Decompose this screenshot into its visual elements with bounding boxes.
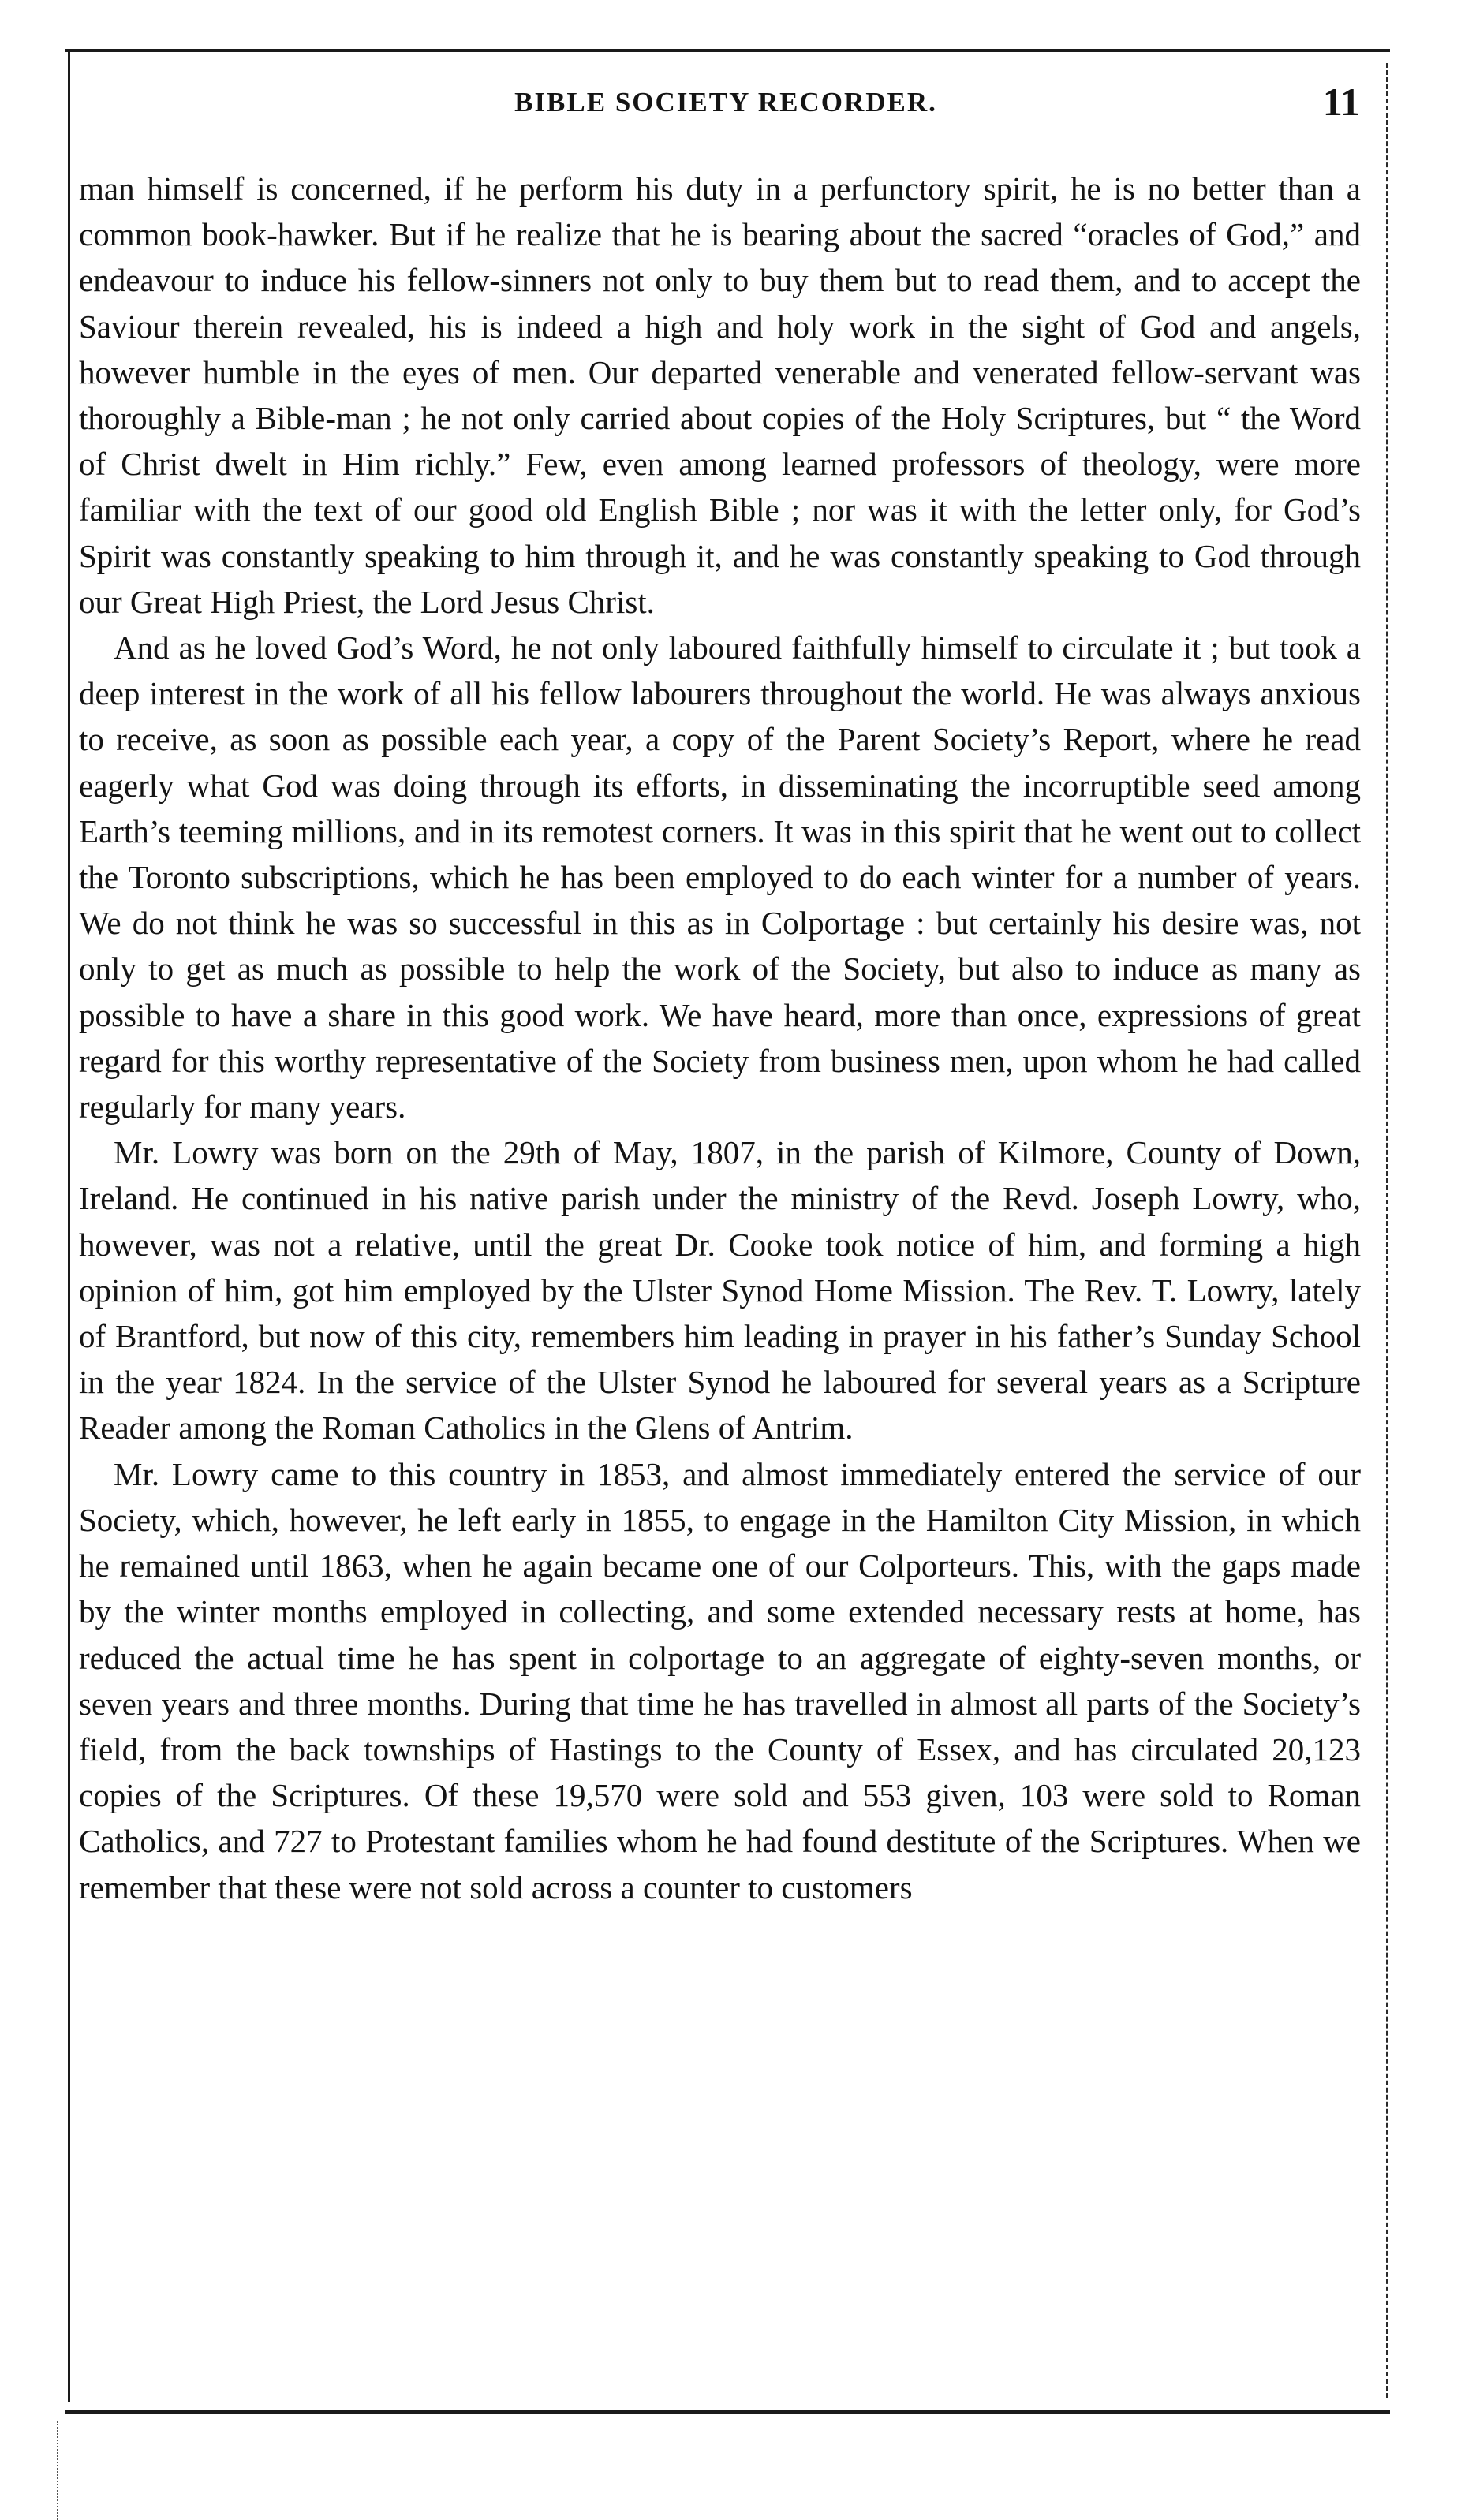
- paragraph: And as he loved God’s Word, he not only laboured faithfully himself to circulate it ; but took a deep interest in the work of all his fellow labourers throughout the world. He was always anxious to receive, as soon as possible each year, a copy of the Parent Society’s Report, where he read eagerly what God was doing through its efforts, in disseminating the incorruptible seed among Earth’s teeming millions, and in its remotest corners. It was in this spirit that he went out to collect the Toronto subscriptions, which he has been employed to do each winter for a number of years. We do not think he was so successful in this as in Colportage : but certainly his desire was, not only to get as much as possible to help the work of the Society, but also to induce as many as possible to have a share in this good work. We have heard, more than once, expressions of great regard for this worthy representative of the Society from business men, upon whom he had called regularly for many years.: [79, 629, 1361, 1126]
- right-border-rule: [1386, 63, 1388, 2398]
- running-head: BIBLE SOCIETY RECORDER.: [514, 87, 937, 118]
- page-header: [79, 79, 1373, 137]
- top-border-rule: [65, 49, 1390, 52]
- bottom-border-rule: [65, 2410, 1390, 2414]
- page-number: 11: [1322, 80, 1360, 124]
- paragraph: Mr. Lowry came to this country in 1853, and almost immediately entered the service of our Society, which, however, he left early in 1855, to engage in the Hamilton City Mission, in which he remained until 1863, when he again became one of our Colporteurs. This, with the gaps made by the winter months employed in collecting, and some extended necessary rests at home, has reduced the actual time he has spent in colportage to an aggregate of eighty-seven months, or seven years and three months. During that time he has travelled in almost all parts of the Society’s field, from the back townships of Hastings to the County of Essex, and has circulated 20,123 copies of the Scriptures. Of these 19,570 were sold and 553 given, 103 were sold to Roman Catholics, and 727 to Protestant families whom he had found destitute of the Scriptures. When we remember that these were not sold across a counter to customers: [79, 1455, 1361, 1906]
- article-body: [79, 166, 1361, 1910]
- paragraph: Mr. Lowry was born on the 29th of May, 1807, in the parish of Kilmore, County of Down, Ireland. He continued in his native parish under the ministry of the Revd. Joseph Lowry, who, however, was not a relative, until the great Dr. Cooke took notice of him, and forming a high opinion of him, got him employed by the Ulster Synod Home Mission. The Rev. T. Lowry, lately of Brantford, but now of this city, remembers him leading in prayer in his father’s Sunday School in the year 1824. In the service of the Ulster Synod he laboured for several years as a Scripture Reader among the Roman Catholics in the Glens of Antrim.: [79, 1134, 1361, 1447]
- left-border-rule: [68, 52, 70, 2402]
- scan-margin-mark: [57, 2421, 58, 2520]
- paragraph-continued: man himself is concerned, if he perform his duty in a perfunctory spirit, he is no better than a common book-hawker. But if he realize that he is bearing about the sacred “oracles of God,” and endeavour to induce his fellow-sinners not only to buy them but to read them, and to accept the Saviour therein revealed, his is indeed a high and holy work in the sight of God and angels, however humble in the eyes of men. Our departed venerable and venerated fellow-servant was thoroughly a Bible-man ; he not only carried about copies of the Holy Scriptures, but “ the Word of Christ dwelt in Him richly.” Few, even among learned professors of theology, were more familiar with the text of our good old English Bible ; nor was it with the letter only, for God’s Spirit was constantly speaking to him through it, and he was constantly speaking to God through our Great High Priest, the Lord Jesus Christ.: [79, 170, 1361, 620]
